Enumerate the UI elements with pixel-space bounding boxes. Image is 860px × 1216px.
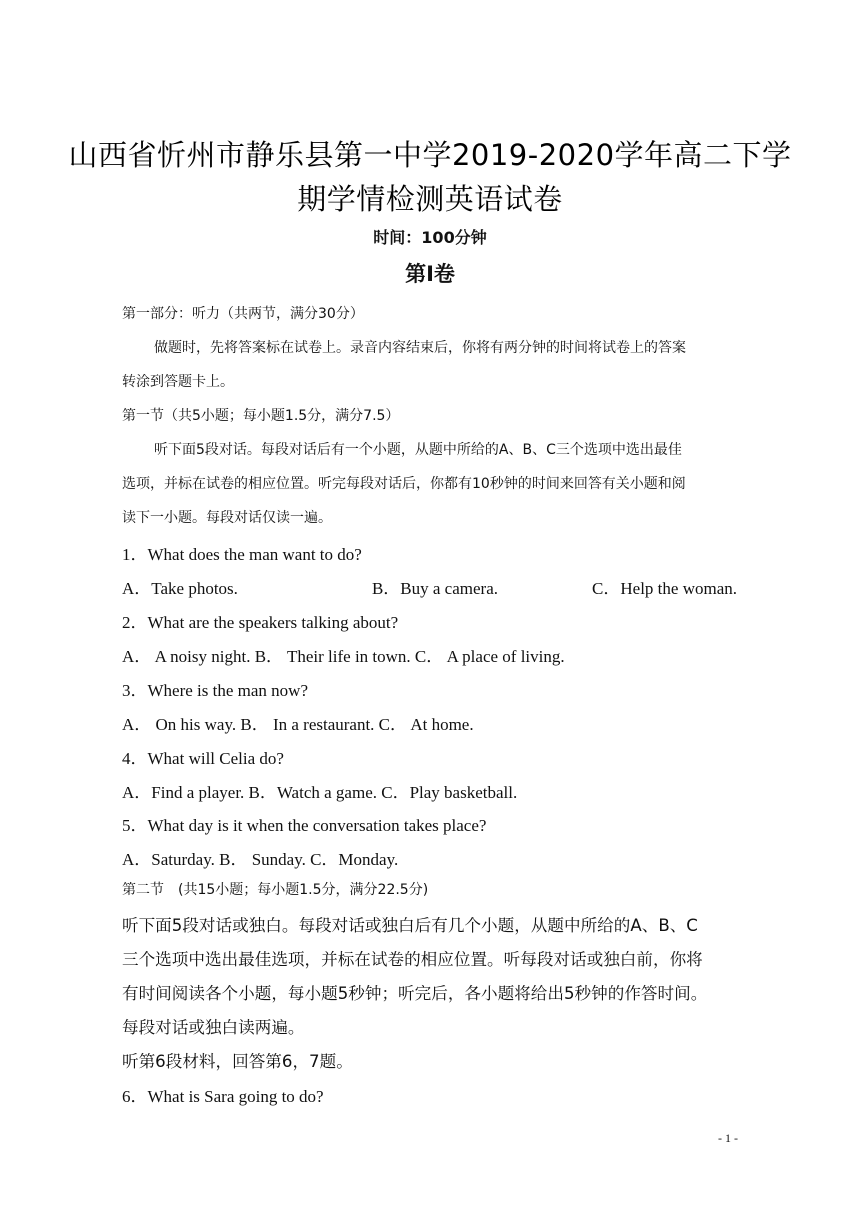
question-4: 4．What will Celia do? [122, 749, 284, 768]
question-2-options: A． A noisy night. B． Their life in town. C． A place of living. [122, 647, 565, 666]
exam-time: 时间：100分钟 [373, 228, 487, 247]
section2-instruction: 有时间阅读各个小题，每小题5秒钟；听完后，各小题将给出5秒钟的作答时间。 [122, 984, 708, 1003]
section2-heading: 第二节 (共15小题；每小题1.5分，满分22.5分) [122, 882, 429, 898]
question-5: 5．What day is it when the conversation takes place? [122, 816, 487, 835]
section2-instruction: 三个选项中选出最佳选项，并标在试卷的相应位置。听每段对话或独白前，你将 [122, 950, 703, 969]
question-5-options: A．Saturday. B． Sunday. C．Monday. [122, 850, 399, 869]
part1-heading: 第一部分：听力（共两节，满分30分） [122, 306, 364, 322]
question-2: 2．What are the speakers talking about? [122, 613, 399, 632]
question-1: 1．What does the man want to do? [122, 545, 362, 564]
section1-heading: 第一节（共5小题；每小题1.5分，满分7.5） [122, 408, 400, 424]
part1-instruction: 转涂到答题卡上。 [122, 374, 234, 390]
question-4-options: A．Find a player. B．Watch a game. C．Play basketball. [122, 783, 518, 802]
question-3: 3．Where is the man now? [122, 681, 308, 700]
option-b: B．Buy a camera. [371, 579, 498, 598]
volume-heading: 第I卷 [405, 262, 455, 286]
section1-instruction: 读下一小题。每段对话仅读一遍。 [122, 510, 332, 526]
section2-instruction: 听下面5段对话或独白。每段对话或独白后有几个小题，从题中所给的A、B、C [122, 916, 698, 935]
exam-title-line-2: 期学情检测英语试卷 [297, 182, 563, 216]
question-1-options [122, 574, 737, 599]
material-6-heading: 听第6段材料，回答第6，7题。 [122, 1052, 353, 1071]
option-c: C．Help the woman. [592, 579, 737, 598]
section1-instruction: 选项，并标在试卷的相应位置。听完每段对话后，你都有10秒钟的时间来回答有关小题和阅 [122, 476, 686, 492]
option-a: A．Take photos. [122, 579, 238, 598]
exam-title-line-1: 山西省忻州市静乐县第一中学2019-2020学年高二下学 [68, 138, 792, 172]
question-3-options: A． On his way. B． In a restaurant. C． At home. [122, 715, 474, 734]
question-6: 6．What is Sara going to do? [122, 1087, 324, 1106]
part1-instruction: 做题时，先将答案标在试卷上。录音内容结束后，你将有两分钟的时间将试卷上的答案 [154, 340, 686, 356]
section2-instruction: 每段对话或独白读两遍。 [122, 1018, 305, 1037]
page-number: - 1 - [718, 1131, 738, 1145]
section1-instruction: 听下面5段对话。每段对话后有一个小题，从题中所给的A、B、C三个选项中选出最佳 [154, 442, 682, 458]
